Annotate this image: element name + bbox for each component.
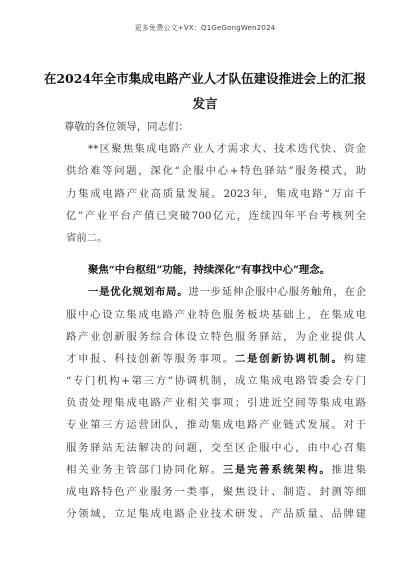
intro-line: 力集成电路产业高质量发展。2023年，集成电路“万亩千 (66, 187, 366, 200)
intro-line: **区聚焦集成电路产业人才需求大、技术迭代快、资金 (88, 143, 366, 156)
greeting: 尊敬的各位领导，同志们： (64, 121, 189, 133)
section-line: 负责处理集成电路产业相关事项；引进近空间等集成电路 (66, 397, 366, 410)
header-note: 更多免费公文+VX：Q1GeGongWen2024 (134, 24, 276, 32)
point-three-text: 推进集 (331, 463, 366, 476)
title-line-2: 发言 (192, 96, 218, 111)
section-line (66, 281, 366, 303)
section-line: 专业第三方运营团队，推动集成电路产业链式发展。对于 (66, 419, 366, 432)
section-line (66, 348, 366, 370)
point-two-heading: 二是创新协调机制。 (234, 352, 344, 365)
section-line (66, 459, 366, 481)
section-paragraph (66, 259, 366, 525)
section-heading: 聚焦“中台枢纽”功能，持续深化“有事找中心”理念。 (88, 264, 331, 277)
point-one-text: 进一步延伸企服中心服务触角，在企 (188, 286, 366, 299)
intro-line: 亿”产业平台产值已突破700亿元，连续四年平台考核列全 (66, 209, 366, 222)
point-one-heading: 一是优化规划布局。 (88, 286, 189, 299)
point-two-text: 构建 (343, 352, 366, 365)
section-line: 服务驿站无法解决的问题，交至区企服中心，由中心召集 (66, 441, 366, 454)
document-title (40, 66, 370, 116)
section-line: 路产业创新服务综合体设立特色服务驿站，为企业提供人 (66, 330, 366, 343)
intro-line: 省前二。 (66, 231, 108, 244)
point-two-tail: 相关业务主管部门协同化解。 (66, 463, 223, 476)
section-line: “专门机构+第三方”协调机制，成立集成电路管委会专门 (66, 375, 366, 388)
section-line: 服中心设立集成电路产业特色服务板块基础上，在集成电 (66, 308, 366, 321)
point-one-tail: 才申报、科技创新等服务事项。 (66, 352, 235, 365)
point-three-heading: 三是完善系统架构。 (222, 463, 332, 476)
document-body (66, 116, 366, 525)
intro-line: 供给难等问题，深化“企服中心+特色驿站”服务模式，助 (66, 165, 366, 178)
section-line: 分领域，立足集成电路企业技术研发、产品质量、品牌建 (66, 508, 366, 521)
title-line-1: 在2024年全市集成电路产业人才队伍建设推进会上的汇报 (43, 71, 367, 86)
section-line: 成电路特色产业服务一类事，聚焦设计、制造、封测等细 (66, 486, 366, 498)
intro-paragraph (66, 138, 366, 249)
